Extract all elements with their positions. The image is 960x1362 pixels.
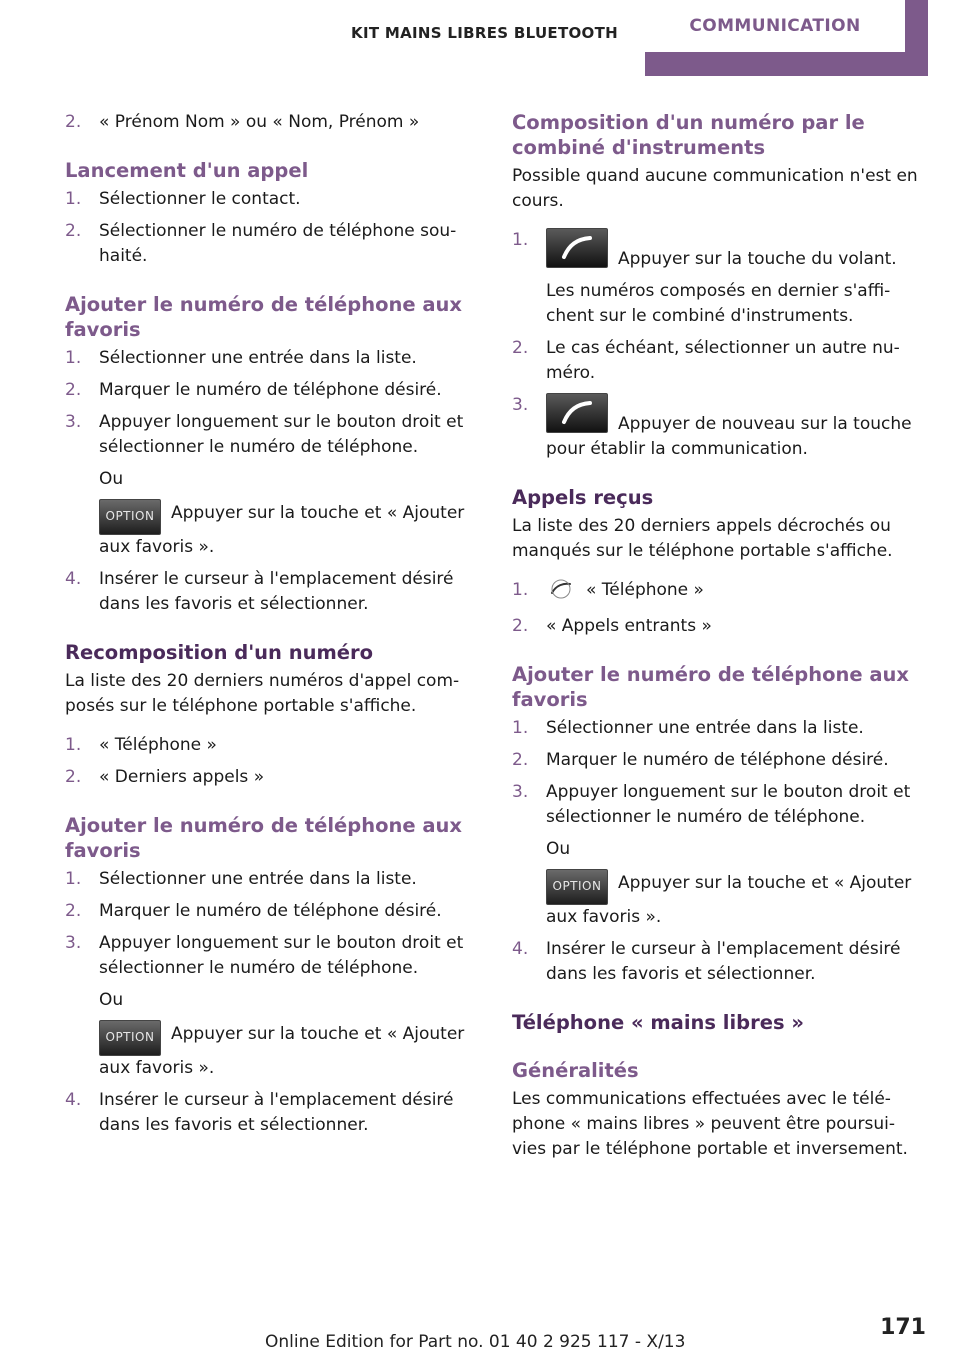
header-section-title: KIT MAINS LIBRES BLUETOOTH: [351, 24, 618, 42]
paragraph: La liste des 20 derniers numéros d'appel com‐posés sur le téléphone portable s'affiche.: [65, 671, 460, 716]
list-item: 4. Insérer le curseur à l'emplacement désiré dans les favoris et sélectionner.: [65, 1090, 454, 1135]
list-item: 1. Sélectionner une entrée dans la liste.: [65, 869, 417, 889]
option-button-icon: OPTION: [546, 869, 608, 905]
list-item: 1. Sélectionner une entrée dans la liste.: [65, 348, 417, 368]
list-item: 2. Sélectionner le numéro de téléphone sou‐haité.: [65, 221, 457, 266]
section-heading: Composition d'un numéro par le combiné d'instruments: [512, 111, 865, 159]
section-heading: Généralités: [512, 1059, 639, 1082]
list-item: 4. Insérer le curseur à l'emplacement désiré dans les favoris et sélectionner.: [65, 569, 454, 614]
section-received-calls: [512, 485, 924, 639]
section-redial: [65, 640, 477, 790]
chapter-tab: [645, 0, 928, 76]
list-item: 1. Sélectionner une entrée dans la liste.: [512, 718, 864, 738]
section-hands-free: [512, 1010, 924, 1035]
list-item: 1. « Téléphone »: [65, 735, 217, 755]
list-item: 1. Sélectionner le contact.: [65, 189, 301, 209]
telephone-icon: [546, 579, 576, 607]
section-add-favorites-3: [512, 662, 924, 987]
list-item: 2. Le cas échéant, sélectionner un autre nu‐méro.: [512, 338, 900, 383]
option-button-icon: OPTION: [99, 499, 161, 535]
or-label: Ou: [546, 839, 571, 859]
section-launch-call: [65, 158, 477, 269]
chapter-tab-label: COMMUNICATION: [645, 0, 905, 52]
or-label: Ou: [99, 469, 124, 489]
list-item: 2. Marquer le numéro de téléphone désiré.: [65, 380, 442, 400]
list-item: 2. Marquer le numéro de téléphone désiré.: [512, 750, 889, 770]
section-add-favorites-2: [65, 813, 477, 1138]
or-label: Ou: [99, 990, 124, 1010]
right-column: [512, 110, 924, 1162]
section-heading: Ajouter le numéro de téléphone aux favoris: [65, 293, 462, 341]
section-heading: Ajouter le numéro de téléphone aux favoris: [512, 663, 909, 711]
list-item: 3. Appuyer de nouveau sur la touche pour établir la communication.: [512, 395, 912, 459]
section-heading: Téléphone « mains libres »: [512, 1011, 804, 1034]
section-heading: Appels reçus: [512, 486, 654, 509]
list-item: 1. Appuyer sur la touche du volant. Les numéros composés en dernier s'affi‐chent sur le combiné d'instruments.: [512, 230, 897, 326]
page-number: 171: [880, 1315, 926, 1340]
list-item: 3. Appuyer longuement sur le bouton droit et sélectionner le numéro de téléphone. Ou OPTION Appuyer sur la touche et « Ajouter aux favoris ».: [65, 410, 477, 560]
section-add-favorites: [65, 292, 477, 617]
paragraph: Les communications effectuées avec le télé‐phone « mains libres » peuvent être poursui‐vies par le téléphone portable et inversement.: [512, 1089, 908, 1159]
section-heading: Recomposition d'un numéro: [65, 641, 374, 664]
list-item: 3. Appuyer longuement sur le bouton droit et sélectionner le numéro de téléphone. Ou OPTION Appuyer sur la touche et « Ajouter aux favoris ».: [512, 780, 924, 930]
list-item: 1. « Téléphone »: [512, 578, 924, 607]
footer-edition: Online Edition for Part no. 01 40 2 925 117 - X/13: [265, 1332, 686, 1352]
list-item: 2. Marquer le numéro de téléphone désiré.: [65, 901, 442, 921]
paragraph: Possible quand aucune communication n'est en cours.: [512, 166, 918, 211]
list-item: 2. « Appels entrants »: [512, 616, 712, 636]
phone-button-icon: [546, 393, 608, 433]
section-heading: Lancement d'un appel: [65, 159, 309, 182]
section-dial-instrument-cluster: [512, 110, 924, 462]
section-general: [512, 1058, 924, 1162]
paragraph: La liste des 20 derniers appels décrochés ou manqués sur le téléphone portable s'affiche.: [512, 516, 893, 561]
option-button-icon: OPTION: [99, 1020, 161, 1056]
phone-button-icon: [546, 228, 608, 268]
left-column: [65, 110, 477, 1145]
list-item: 2. « Derniers appels »: [65, 767, 265, 787]
section-heading: Ajouter le numéro de téléphone aux favoris: [65, 814, 462, 862]
list-item: 2. « Prénom Nom » ou « Nom, Prénom »: [65, 112, 420, 132]
list-item: 3. Appuyer longuement sur le bouton droit et sélectionner le numéro de téléphone. Ou OPTION Appuyer sur la touche et « Ajouter aux favoris ».: [65, 931, 477, 1081]
list-item: 4. Insérer le curseur à l'emplacement désiré dans les favoris et sélectionner.: [512, 939, 901, 984]
